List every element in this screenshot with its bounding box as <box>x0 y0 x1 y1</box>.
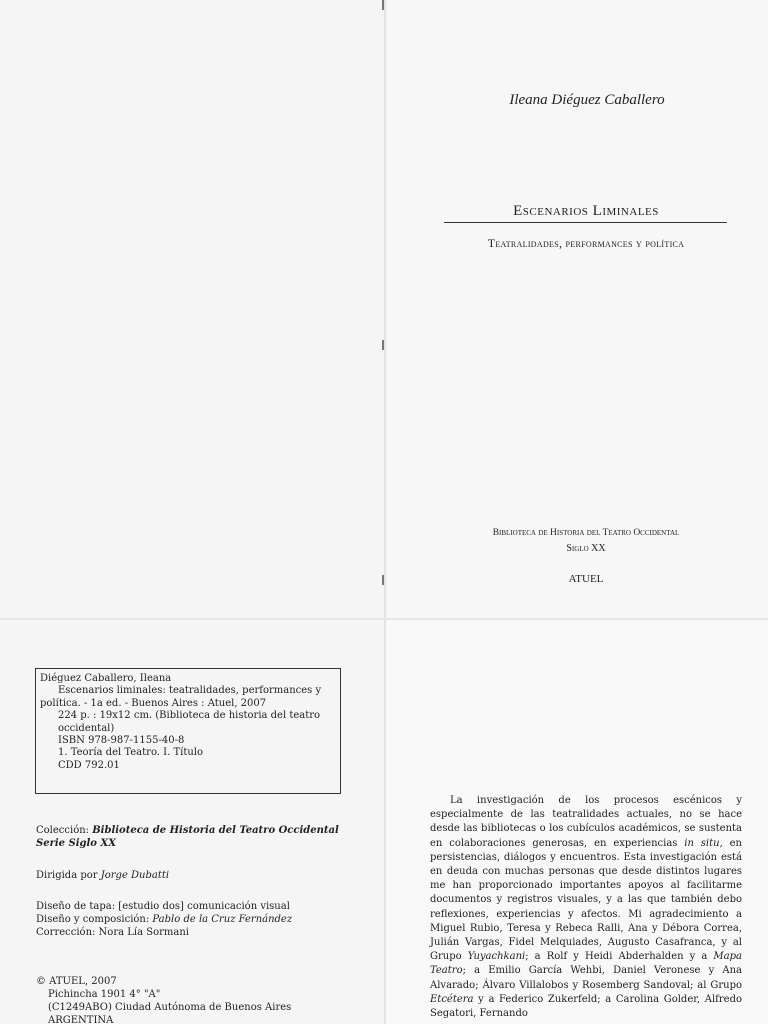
title-page <box>386 0 768 618</box>
series-name: Biblioteca de Historia del Teatro Occidental <box>492 528 680 538</box>
publisher-address <box>36 975 291 1024</box>
design-credits <box>36 900 292 939</box>
title-divider <box>444 222 727 223</box>
directed-label: Dirigida por <box>36 870 98 881</box>
address-line-1: Pichincha 1901 4° "A" <box>48 989 161 1000</box>
author-name: Ileana Diéguez Caballero <box>509 92 665 108</box>
layout-credit: Diseño y composición: Pablo de la Cruz Fernández <box>36 914 293 925</box>
catalog-physical: 224 p. : 19x12 cm. (Biblioteca de historia del teatro occidental) <box>58 710 321 734</box>
collection-name: Biblioteca de Historia del Teatro Occidental <box>92 825 339 836</box>
vertical-fold <box>384 0 386 1024</box>
book-subtitle: Teatralidades, performances y política <box>487 236 685 250</box>
book-title: Escenarios Liminales <box>513 203 659 219</box>
acknowledgements-page <box>386 620 768 1024</box>
collection-label: Colección: <box>36 825 90 836</box>
horizontal-fold <box>0 618 768 620</box>
catalog-isbn: ISBN 978-987-1155-40-8 <box>58 735 185 747</box>
catalog-record <box>35 668 341 794</box>
catalog-cdd: CDD 792.01 <box>58 759 120 771</box>
paragraph: La investigación de los procesos escénicos y especialmente de las teatralidades actuales, no se hace desde las bibliotecas o los cubículos académicos, se sustenta en colaboraciones generosas, en experiencias in situ, en persistencias, diálogos y encuentros. Esta investigación está en deuda con muchas personas que desde distintos lugares me han proporcionado importantes apoyos al facilitarme documentos y registros visuales, y a las que también debo reflexiones, experiencias y afectos. Mi agradecimiento a Miguel Rubio, Teresa y Rebeca Ralli, Ana y Débora Correa, Julián Vargas, Fidel Melquiades, Augusto Casafranca, y al Grupo Yuyachkani; a Rolf y Heidi Abderhalden y a Mapa Teatro; a Emilio García Wehbi, Daniel Veronese y Ana Alvarado; Álvaro Villalobos y Rosemberg Sandoval; al Grupo Etcétera y a Federico Zukerfeld; a Carolina Golder, Alfredo Segatori, Fernando <box>430 795 742 1020</box>
cover-design: Diseño de tapa: [estudio dos] comunicación visual <box>36 901 290 912</box>
correction-credit: Corrección: Nora Lía Sormani <box>36 927 189 938</box>
director-name: Jorge Dubatti <box>100 870 170 881</box>
crop-mark <box>382 575 384 585</box>
director-info <box>36 869 169 882</box>
series-label: Serie Siglo XX <box>36 838 116 849</box>
catalog-subjects: 1. Teoría del Teatro. I. Título <box>58 747 203 759</box>
series-subname: Siglo XX <box>566 543 606 554</box>
catalog-description: Escenarios liminales: teatralidades, performances y política. - 1a ed. - Buenos Aires : Atuel, 2007 <box>40 685 322 709</box>
blank-page <box>0 0 384 618</box>
copyright-notice: © ATUEL, 2007 <box>36 976 117 987</box>
collection-info <box>36 824 339 850</box>
catalog-author: Diéguez Caballero, Ileana <box>40 673 172 684</box>
crop-mark <box>382 340 384 350</box>
publisher-name: ATUEL <box>568 573 604 585</box>
acknowledgements-text <box>430 794 742 1021</box>
crop-mark <box>382 0 384 10</box>
address-line-3: ARGENTINA <box>48 1015 114 1024</box>
address-line-2: (C1249ABO) Ciudad Autónoma de Buenos Aires <box>48 1002 292 1013</box>
copyright-page <box>0 620 384 1024</box>
layout-person: Pablo de la Cruz Fernández <box>152 914 293 925</box>
